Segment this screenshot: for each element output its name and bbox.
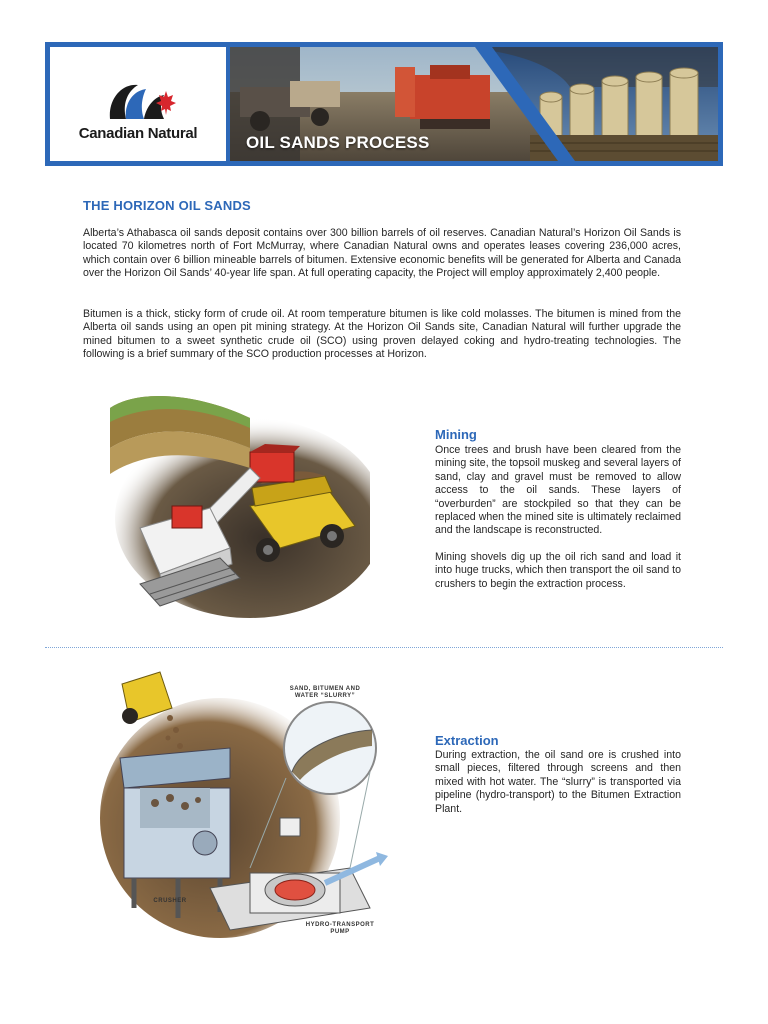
mining-illustration xyxy=(100,388,370,618)
canadian-natural-logo-icon xyxy=(102,79,182,123)
banner-title: OIL SANDS PROCESS xyxy=(246,133,430,152)
mining-paragraph-1: Once trees and brush have been cleared from the mining site, the topsoil muskeg and several layers of sand, clay and gravel must be removed to allow access to the oil sands. These layers of “overburden” are stockpiled so that they can be replaced when the mined site is ultimately reclaimed and the landscape is reconstructed. xyxy=(435,444,681,537)
header-banner xyxy=(45,42,723,166)
crusher-label: CRUSHER xyxy=(153,898,187,904)
extraction-title: Extraction xyxy=(435,733,499,748)
section-title: THE HORIZON OIL SANDS xyxy=(83,198,251,213)
slurry-label: SAND, BITUMEN AND WATER “SLURRY” xyxy=(289,686,361,699)
logo-panel xyxy=(50,47,226,161)
mining-paragraph-2: Mining shovels dig up the oil rich sand and load it into huge trucks, which then transport the oil sand to crushers to begin the extraction process. xyxy=(435,551,681,590)
intro-paragraph-1: Alberta’s Athabasca oil sands deposit contains over 300 billion barrels of oil reserves. Canadian Natural’s Horizon Oil Sands is located 70 kilometres north of Fort McMurray, where Canadian Natural owns and operates leases covering 236,000 acres, which contain over 6 billion mineable barrels of bitumen. Extensive economic benefits will be generated for Alberta and Canada over the Horizon Oil Sands’ 40-year life span. At full operating capacity, the Project will employ approximately 2,400 people. xyxy=(83,227,681,280)
section-divider xyxy=(45,647,723,648)
company-name: Canadian Natural xyxy=(78,125,198,142)
extraction-illustration xyxy=(100,668,400,948)
intro-paragraph-2: Bitumen is a thick, sticky form of crude oil. At room temperature bitumen is like cold molasses. The bitumen is mined from the Alberta oil sands using an open pit mining strategy. At the Horizon Oil Sands site, Canadian Natural will further upgrade the mined bitumen to a sweet synthetic crude oil (SCO) using proven delayed coking and hydro-treating technologies. The following is a brief summary of the SCO production processes at Horizon. xyxy=(83,308,681,361)
pump-label: HYDRO-TRANSPORT PUMP xyxy=(305,922,375,935)
extraction-paragraph-1: During extraction, the oil sand ore is crushed into small pieces, filtered through screens and then mixed with hot water. The “slurry” is transported via pipeline (hydro-transport) to the Bitumen Extraction Plant. xyxy=(435,749,681,815)
mining-title: Mining xyxy=(435,427,477,442)
